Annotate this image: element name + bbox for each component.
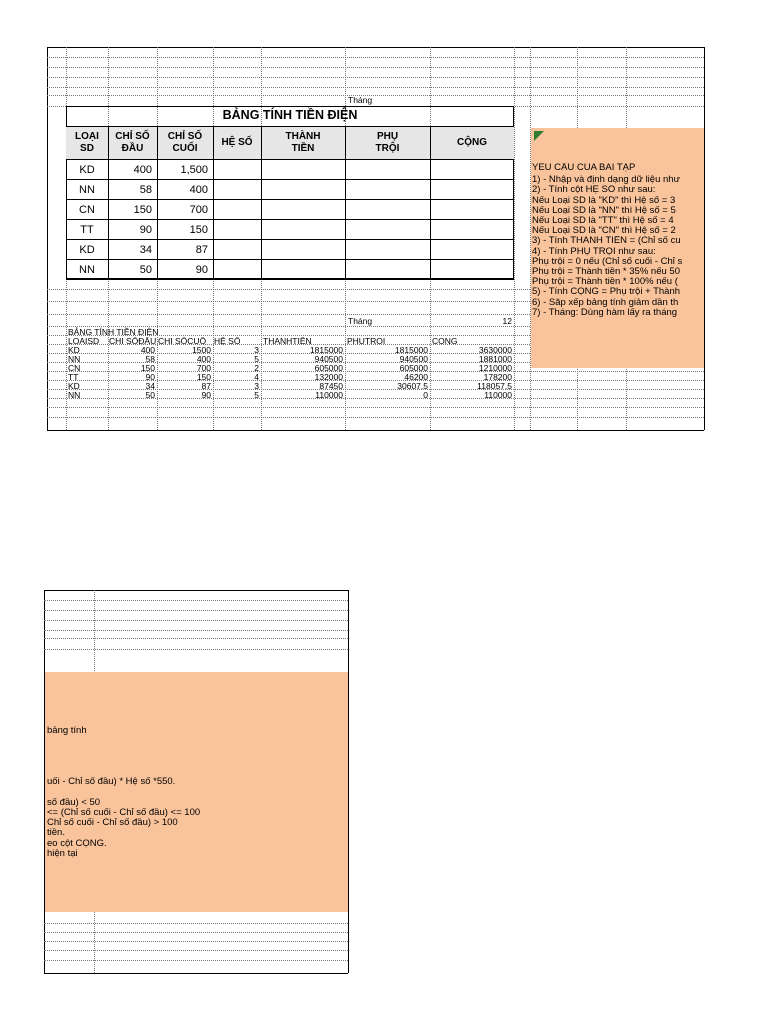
header-cell: THÀNH TIỀN (285, 131, 321, 154)
requirement-line: 5) - Tính CỘNG = Phụ trội + Thành (532, 287, 681, 297)
requirement-line: Phụ trội = Thành tiền * 100% nếu ( (532, 277, 678, 287)
raw-table-cell: 150 (140, 363, 155, 373)
requirement-line: 3) - Tính THÀNH TIỀN = (Chỉ số cu (532, 236, 681, 246)
raw-header-cell: HỆ SÔ (214, 337, 241, 346)
row-line (47, 95, 704, 96)
raw-header-cell: CHI SÔCUÔ (158, 337, 207, 346)
raw-table-cell: NN (68, 354, 81, 364)
requirement-line-continued: hiện tại (47, 848, 78, 859)
raw-table-cell: 940500 (314, 354, 343, 364)
page-left-edge (47, 47, 48, 430)
raw-table-cell: 4 (254, 372, 259, 382)
raw-header-cell: CHI SÔĐÂU (109, 337, 157, 346)
month-label: Tháng (348, 95, 373, 105)
page-top-edge (44, 590, 348, 591)
requirement-line: YÊU CẦU CỦA BÀI TẬP (532, 163, 636, 173)
raw-table-cell: 0 (423, 390, 428, 400)
requirement-line-continued: eo cột CỘNG. (47, 838, 107, 849)
requirement-line: 2) - Tính cột HỆ SỐ như sau: (532, 185, 656, 195)
table-cell: TT (80, 225, 94, 236)
requirements-box-continued (45, 672, 348, 912)
row-line (44, 649, 348, 650)
requirement-line: Nếu Loại SD là "TT" thì Hệ số = 4 (532, 216, 674, 226)
row-line (47, 417, 704, 418)
table-cell: 150 (133, 205, 152, 216)
table-title: BẢNG TÍNH TIỀN ĐIỆN (222, 108, 358, 122)
header-separator (66, 159, 514, 160)
raw-table-cell: 5 (254, 390, 259, 400)
header-cell: PHỤ TRỘI (375, 131, 400, 154)
raw-table-cell: 2 (254, 363, 259, 373)
row-line (44, 941, 348, 942)
row-line (47, 87, 704, 88)
raw-table-cell: 178200 (483, 372, 512, 382)
requirement-line: Nếu Loại SD là "CN" thì Hệ số = 2 (532, 226, 676, 236)
raw-table-cell: 1815000 (309, 345, 343, 355)
requirement-line: Phụ trội = 0 nếu (Chỉ số cuối - Chỉ s (532, 256, 683, 267)
table-cell: 1,500 (180, 165, 208, 176)
page-right-edge (348, 590, 349, 973)
raw-table-cell: 110000 (484, 390, 512, 400)
requirement-line: 6) - Sắp xếp bảng tính giảm dần th (532, 297, 679, 308)
row-line (47, 57, 704, 58)
raw-table-cell: 1815000 (394, 345, 428, 355)
requirement-line: 7) - Tháng: Dùng hàm lấy ra tháng (532, 307, 678, 318)
table-cell: NN (79, 185, 95, 196)
table-cell: 150 (189, 225, 208, 236)
table-cell: 34 (139, 245, 152, 256)
row-separator (66, 279, 514, 280)
raw-table-cell: 3 (254, 381, 259, 391)
spreadsheet-page-2 (44, 590, 348, 973)
header-cell: CHỈ SỐ CUỐI (167, 131, 203, 154)
row-line (44, 610, 348, 611)
raw-table-cell: 34 (145, 381, 155, 391)
requirement-line: Nếu Loại SD là "KD" thì Hệ số = 3 (532, 195, 676, 206)
raw-table-cell: 58 (145, 354, 155, 364)
row-line (47, 67, 704, 68)
requirement-line: 1) - Nhập và định dạng dữ liệu như (532, 175, 680, 185)
row-separator (66, 179, 514, 180)
raw-table-cell: 3630000 (478, 345, 512, 355)
requirement-line-continued: Chỉ số cuối - Chỉ số đầu) > 100 (47, 818, 178, 828)
raw-table-cell: 400 (196, 354, 211, 364)
table-cell: 400 (189, 185, 208, 196)
requirement-line-continued: uối - Chỉ số đầu) * Hệ số *550. (47, 777, 176, 787)
raw-table-cell: 940500 (399, 354, 428, 364)
row-line (44, 923, 348, 924)
requirement-line-continued: tiền. (47, 828, 65, 838)
raw-table-cell: 110000 (315, 390, 343, 400)
raw-table-cell: 700 (196, 363, 211, 373)
col-line (514, 47, 515, 430)
row-line (44, 638, 348, 639)
page-right-edge (704, 47, 705, 430)
page-bottom-edge (47, 430, 704, 431)
table-cell: CN (79, 205, 95, 216)
raw-header-cell: LOAISD (68, 337, 100, 346)
requirement-line: 4) - Tính PHỤ TRỘI như sau: (532, 246, 656, 257)
page-bottom-edge (44, 973, 348, 974)
table-cell: 700 (189, 205, 208, 216)
raw-table-cell: CN (68, 363, 81, 373)
header-cell: LOẠI SD (75, 131, 99, 154)
table-cell: KD (79, 245, 95, 256)
header-cell: CHỈ SỐ ĐẦU (115, 131, 150, 154)
requirement-line: Nếu Loại SD là "NN" thì Hệ số = 5 (532, 205, 676, 216)
raw-title: BẢNG TÍNH TIỀN ĐIỆN (68, 327, 159, 337)
table-cell: 87 (195, 245, 208, 256)
raw-table-cell: 605000 (399, 363, 428, 373)
row-line (44, 950, 348, 951)
row-line (44, 960, 348, 961)
raw-table-cell: KD (68, 381, 80, 391)
raw-table-cell: 87 (201, 381, 211, 391)
raw-table-cell: 46200 (404, 372, 428, 382)
raw-table-cell: 400 (140, 345, 155, 355)
requirement-line: Phụ trội = Thành tiền * 35% nếu 50 (532, 267, 680, 277)
raw-table-cell: 1881000 (478, 354, 512, 364)
table-col-line (213, 127, 214, 279)
month-label-raw: Tháng (348, 316, 373, 326)
raw-table-cell: 150 (196, 372, 211, 382)
raw-table-cell: 87450 (319, 381, 343, 391)
raw-table-cell: KD (68, 345, 80, 355)
raw-table-cell: 118057.5 (477, 381, 512, 391)
raw-table-cell: 30607.5 (397, 381, 428, 391)
requirement-line-continued: bảng tính (47, 726, 87, 736)
page-top-edge (47, 47, 704, 48)
header-cell: HỆ SỐ (221, 137, 253, 148)
row-line (44, 600, 348, 601)
requirement-line-continued: <= (Chỉ số cuối - Chỉ số đầu) <= 100 (47, 808, 201, 818)
table-cell: 400 (133, 165, 152, 176)
row-separator (66, 259, 514, 260)
row-separator (66, 219, 514, 220)
raw-table-cell: 90 (145, 372, 155, 382)
row-separator (66, 199, 514, 200)
row-line (47, 407, 704, 408)
table-cell: 58 (139, 185, 152, 196)
raw-header-cell: THANHTIÊN (263, 337, 312, 346)
raw-table-cell: NN (68, 390, 81, 400)
raw-header-cell: PHUTROI (347, 337, 386, 346)
row-separator (66, 239, 514, 240)
row-line (44, 620, 348, 621)
table-cell: KD (79, 165, 95, 176)
raw-table-cell: 605000 (314, 363, 343, 373)
row-line (44, 932, 348, 933)
comment-marker-icon (534, 131, 544, 141)
table-cell: 90 (195, 265, 208, 276)
header-cell: CỘNG (457, 137, 487, 148)
row-line (47, 77, 704, 78)
raw-table-cell: 50 (145, 390, 155, 400)
month-value: 12 (502, 316, 512, 326)
table-cell: NN (79, 265, 95, 276)
raw-table-cell: 132000 (314, 372, 343, 382)
row-line (44, 630, 348, 631)
raw-header-cell: CONG (432, 337, 458, 346)
raw-table-cell: TT (68, 372, 79, 382)
raw-table-cell: 90 (201, 390, 211, 400)
raw-table-cell: 3 (254, 345, 259, 355)
raw-table-cell: 5 (254, 354, 259, 364)
spreadsheet-page-1 (47, 47, 704, 430)
table-cell: 50 (139, 265, 152, 276)
table-cell: 90 (139, 225, 152, 236)
raw-table-cell: 1210000 (478, 363, 512, 373)
requirement-line-continued: số đầu) < 50 (47, 797, 101, 808)
table-col-line (430, 127, 431, 279)
raw-table-cell: 1500 (192, 345, 211, 355)
